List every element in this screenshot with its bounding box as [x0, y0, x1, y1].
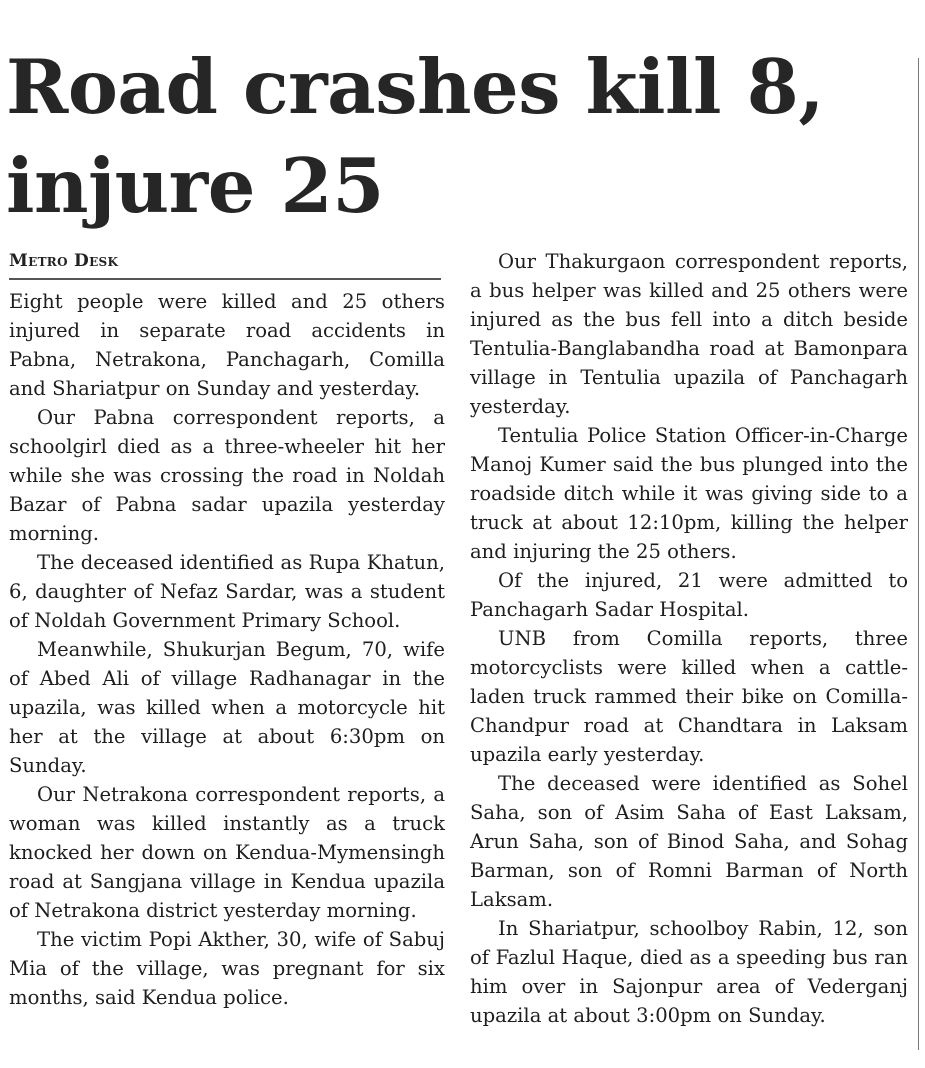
headline [6, 38, 886, 236]
column-left [9, 287, 445, 1012]
paragraph: Our Netrakona correspondent reports, a woman was killed instantly as a truck knocked her down on Kendua-Mymensingh road at Sangjana village in Kendua upazila of Netrakona district yesterday morning. [9, 783, 445, 922]
headline-line-1: Road crashes kill 8, [6, 43, 824, 131]
byline: Metro Desk [9, 248, 441, 280]
paragraph: The deceased were identified as Sohel Saha, son of Asim Saha of East Laksam, Arun Saha, son of Binod Saha, and Sohag Barman, son of Romni Barman of North Laksam. [470, 772, 908, 911]
paragraph: Our Thakurgaon correspondent reports, a bus helper was killed and 25 others were injured as the bus fell into a ditch beside Tentulia-Banglabandha road at Bamonpara village in Tentulia upazila of Panchagarh yesterday. [470, 250, 908, 418]
column-right [470, 247, 908, 1030]
column-divider-rule [918, 58, 919, 1050]
paragraph: Our Pabna correspondent reports, a schoolgirl died as a three-wheeler hit her while she was crossing the road in Noldah Bazar of Pabna sadar upazila yesterday morning. [9, 406, 445, 545]
paragraph: In Shariatpur, schoolboy Rabin, 12, son of Fazlul Haque, died as a speeding bus ran him over in Sajonpur area of Vederganj upazila at about 3:00pm on Sunday. [470, 917, 908, 1027]
paragraph: Tentulia Police Station Officer-in-Charge Manoj Kumer said the bus plunged into the roadside ditch while it was giving side to a truck at about 12:10pm, killing the helper and injuring the 25 others. [470, 424, 908, 563]
paragraph: UNB from Comilla reports, three motorcyclists were killed when a cattle-laden truck rammed their bike on Comilla-Chandpur road at Chandtara in Laksam upazila early yesterday. [470, 627, 908, 766]
paragraph: The victim Popi Akther, 30, wife of Sabuj Mia of the village, was pregnant for six months, said Kendua police. [9, 928, 445, 1009]
paragraph: The deceased identified as Rupa Khatun, 6, daughter of Nefaz Sardar, was a student of Noldah Government Primary School. [9, 551, 445, 632]
headline-line-2: injure 25 [6, 142, 384, 230]
paragraph: Of the injured, 21 were admitted to Panchagarh Sadar Hospital. [470, 569, 908, 621]
paragraph: Meanwhile, Shukurjan Begum, 70, wife of Abed Ali of village Radhanagar in the upazila, was killed when a motorcycle hit her at the village at about 6:30pm on Sunday. [9, 638, 445, 777]
paragraph: Eight people were killed and 25 others injured in separate road accidents in Pabna, Netrakona, Panchagarh, Comilla and Shariatpur on Sunday and yesterday. [9, 290, 445, 400]
